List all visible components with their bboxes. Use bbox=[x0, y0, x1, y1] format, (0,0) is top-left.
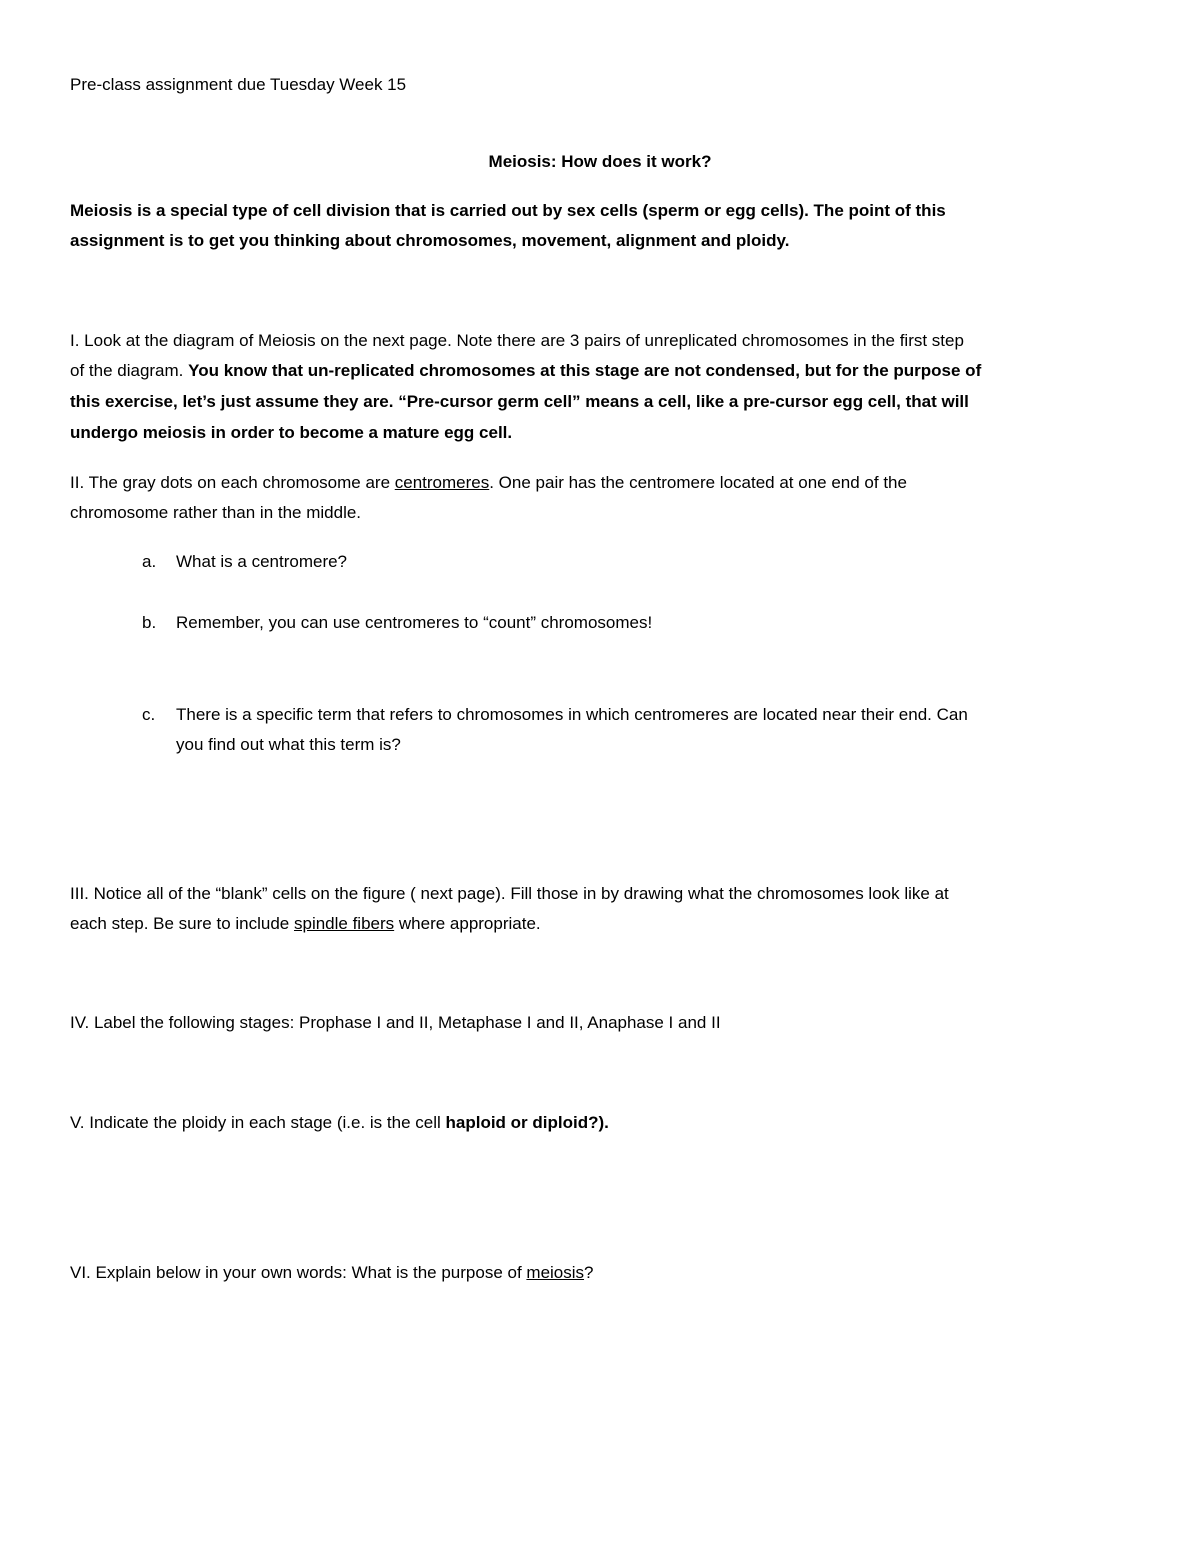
section5-text-pre: V. Indicate the ploidy in each stage (i.e. is the cell bbox=[70, 1113, 446, 1132]
section1-line-4: undergo meiosis in order to become a mature egg cell. bbox=[70, 423, 513, 442]
section6-text-post: ? bbox=[584, 1263, 594, 1282]
section5-text bbox=[70, 1112, 609, 1134]
list-item-c-continuation: you find out what this term is? bbox=[176, 735, 401, 754]
intro-line-1: Meiosis is a special type of cell division that is carried out by sex cells (sperm or egg cells). The point of this bbox=[70, 201, 946, 220]
section1-line-2-bold: You know that un-replicated chromosomes at this stage are not condensed, but for the purpose of bbox=[188, 361, 982, 380]
list-item-text: Remember, you can use centromeres to “count” chromosomes! bbox=[176, 613, 653, 632]
section1-line-1: I. Look at the diagram of Meiosis on the next page. Note there are 3 pairs of unreplicated chromosomes in the first step bbox=[70, 331, 964, 350]
list-item-c bbox=[142, 704, 968, 726]
spindle-fibers-term: spindle fibers bbox=[293, 914, 395, 933]
intro-line-2: assignment is to get you thinking about chromosomes, movement, alignment and ploidy. bbox=[70, 231, 790, 250]
section3-line-2-post: where appropriate. bbox=[394, 914, 541, 933]
list-item-text: There is a specific term that refers to chromosomes in which centromeres are located near their end. Can bbox=[176, 705, 968, 724]
section3-line-2 bbox=[70, 913, 541, 935]
list-item-letter: c. bbox=[142, 705, 156, 724]
list-item-b bbox=[142, 612, 652, 634]
section2-line-2: chromosome rather than in the middle. bbox=[70, 503, 362, 522]
section2-line-1-post: . One pair has the centromere located at one end of the bbox=[489, 473, 907, 492]
centromeres-term: centromeres bbox=[394, 473, 490, 492]
section2-line-1-pre: II. The gray dots on each chromosome are bbox=[70, 473, 395, 492]
section3-line-1: III. Notice all of the “blank” cells on the figure ( next page). Fill those in by drawing what the chromosomes look like at bbox=[70, 884, 949, 903]
header-text: Pre-class assignment due Tuesday Week 15 bbox=[70, 75, 407, 94]
section4-text: IV. Label the following stages: Prophase I and II, Metaphase I and II, Anaphase I and II bbox=[70, 1013, 721, 1032]
page-title: Meiosis: How does it work? bbox=[488, 152, 712, 171]
section3-line-2-pre: each step. Be sure to include bbox=[70, 914, 294, 933]
section1-line-2-plain: of the diagram. bbox=[70, 361, 189, 380]
list-item-letter: a. bbox=[142, 552, 157, 571]
list-item-text: What is a centromere? bbox=[176, 552, 348, 571]
section1-line-2 bbox=[70, 360, 981, 382]
list-item-letter: b. bbox=[142, 613, 157, 632]
meiosis-term: meiosis bbox=[526, 1263, 585, 1282]
section1-line-3: this exercise, let’s just assume they are. “Pre-cursor germ cell” means a cell, like a pre-cursor egg cell, that will bbox=[70, 392, 969, 411]
section5-text-bold: haploid or diploid?). bbox=[445, 1113, 609, 1132]
section6-text bbox=[70, 1262, 594, 1284]
section2-line-1 bbox=[70, 472, 907, 494]
section6-text-pre: VI. Explain below in your own words: What is the purpose of bbox=[70, 1263, 527, 1282]
list-item-a bbox=[142, 551, 347, 573]
